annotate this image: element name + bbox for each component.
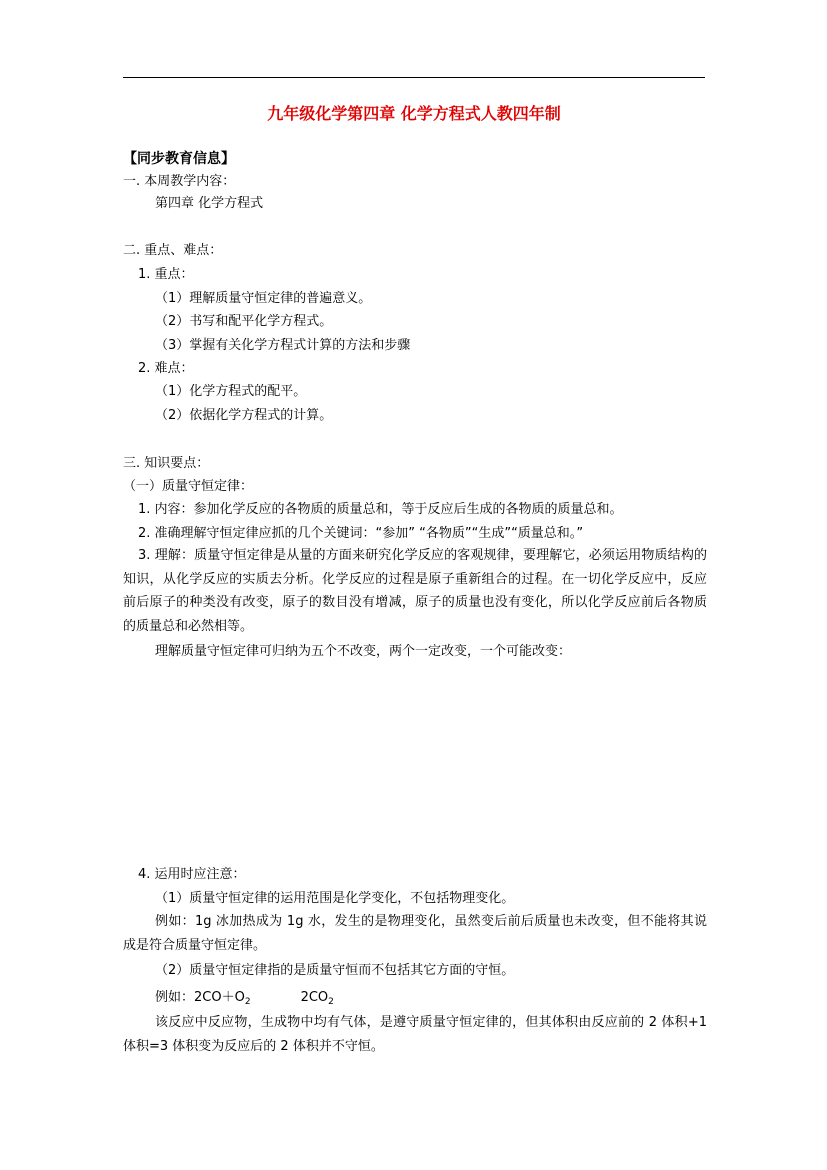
s3-item1: 1. 内容：参加化学反应的各物质的质量总和，等于反应后生成的各物质的质量总和。 [138,502,623,517]
section-heading: 【同步教育信息】 [123,151,235,167]
s2-point2: 2. 难点： [138,361,194,376]
equation-products: 2CO [300,990,329,1005]
s2-point1-item: （1）理解质量守恒定律的普遍意义。 [155,291,372,306]
s2-point1: 1. 重点： [138,267,194,282]
s2-point1-item: （3）掌握有关化学方程式计算的方法和步骤 [155,338,411,353]
s3-example1: 例如：1g 冰加热成为 1g 水，发生的是物理变化，虽然变后前后质量也未改变，但不能将其说成是符合质量守恒定律。 [123,914,707,953]
document-title: 九年级化学第四章 化学方程式人教四年制 [267,104,561,123]
s3-example2-text: 该反应中反应物，生成物中均有气体，是遵守质量守恒定律的，但其体积由反应前的 2 体积+1 体积=3 体积变为反应后的 2 体积并不守恒。 [123,1015,707,1054]
s1-heading: 一. 本周教学内容： [123,174,236,189]
example2-prefix: 例如： [155,990,195,1005]
s3-item2: 2. 准确理解守恒定律应抓的几个关键词：“参加” “各物质”“生成”“质量总和。” [138,526,584,541]
s3-heading: 三. 知识要点： [123,456,210,471]
s1-content: 第四章 化学方程式 [155,196,264,211]
s2-point2-item: （2）依据化学方程式的计算。 [155,408,333,423]
equation-reactants: 2CO＋O [194,990,245,1005]
s3-note2: （2）质量守恒定律指的是质量守恒而不包括其它方面的守恒。 [155,963,515,978]
s3-summary: 理解质量守恒定律可归纳为五个不改变，两个一定改变，一个可能改变： [155,644,572,659]
s3-item3: 3. 理解：质量守恒定律是从量的方面来研究化学反应的客观规律，要理解它，必须运用物质结构的知识，从化学反应的实质去分析。化学反应的过程是原子重新组合的过程。在一切化学反应中，反应前后原子的种类没有改变，原子的数目没有增减，原子的质量也没有变化，所以化学反应前后各物质的质量总和必然相等。 [123,548,707,634]
s3-item4: 4. 运用时应注意： [138,867,246,882]
s3-note1: （1）质量守恒定律的运用范围是化学变化，不包括物理变化。 [155,891,515,906]
s2-point1-item: （2）书写和配平化学方程式。 [155,314,333,329]
s2-heading: 二. 重点、难点： [123,243,223,258]
equation-products-subscript: 2 [328,997,334,1007]
equation-reactants-subscript: 2 [244,997,251,1007]
s3-example2-equation [155,989,334,1007]
s3-subheading: （一）质量守恒定律： [123,479,254,494]
header-rule [123,77,705,78]
s2-point2-item: （1）化学方程式的配平。 [155,384,307,399]
